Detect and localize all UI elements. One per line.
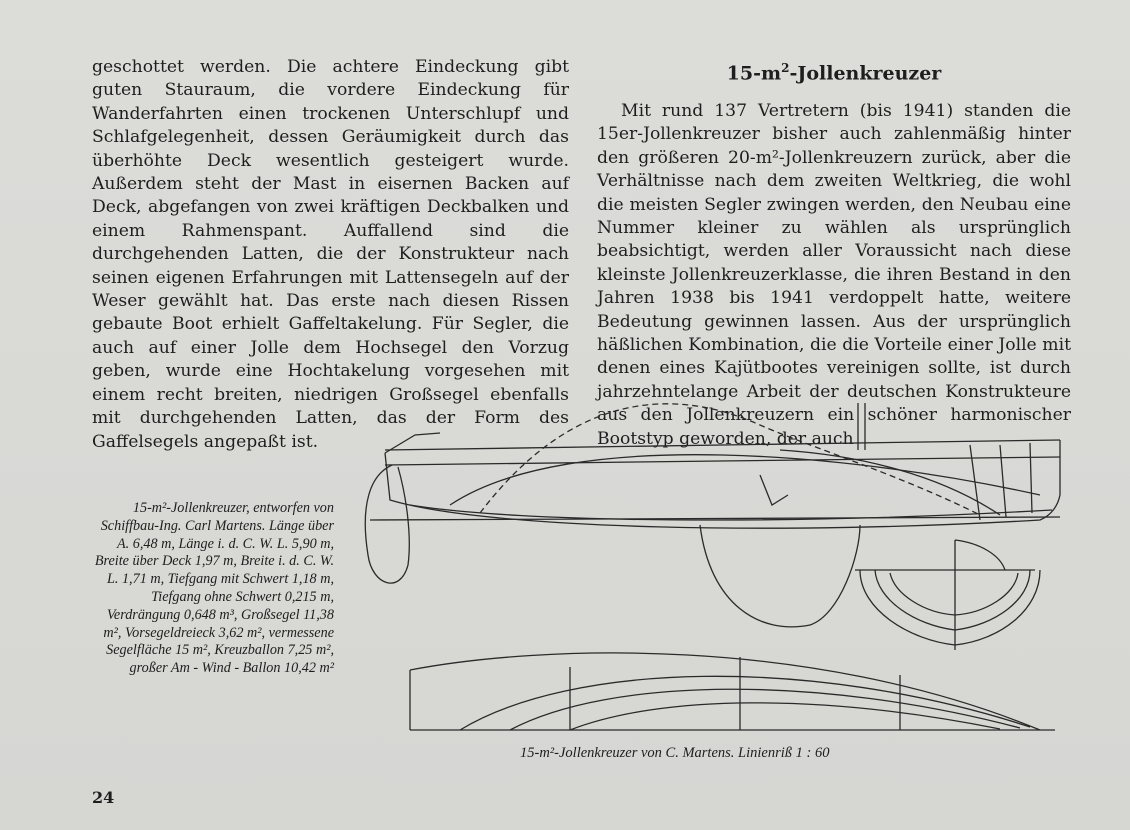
diagonal-line [450, 455, 1040, 505]
sheer-line [385, 440, 1060, 450]
figure-caption-bottom: 15-m²-Jollenkreuzer von C. Martens. Linienriß 1 : 60 [520, 745, 830, 761]
heading-superscript: 2 [781, 61, 790, 75]
bodyplan-section [955, 540, 1005, 570]
halfbreadth-outline [410, 653, 1040, 730]
station-line [1030, 443, 1032, 513]
lines-plan-svg [340, 395, 1080, 745]
bodyplan-section [875, 570, 1030, 630]
deck-line [385, 457, 1060, 465]
heading-pre: 15-m [726, 62, 782, 85]
lines-plan-drawing [340, 395, 1080, 745]
heading-post: -Jollenkreuzer [789, 62, 942, 85]
page-number: 24 [92, 788, 115, 807]
right-paragraph: Mit rund 137 Vertretern (bis 1941) standen die 15er-Jollenkreuzer bisher auch zahlenmäßig hinter den größeren 20-m²-Jollenkreuzern zurück, aber die Verhältnisse nach dem zweiten Weltkrieg, die wohl die meisten Segler zwingen werden, den Neubau eine Nummer kleiner zu wählen als ursprünglich beabsichtigt, werden aller Voraussicht nach diese kleinste Jollenkreuzerklasse, die ihren Bestand in den Jahren 1938 bis 1941 verdoppelt hatte, weitere Bedeutung gewinnen lassen. Aus der ursprünglich häßlichen Kombination, die die Vorteile einer Jolle mit denen eines Kajütbootes vereinigen sollte, ist durch jahrzehntelange Arbeit der deutschen Konstrukteure aus den Jollenkreuzern ein schöner harmonischer Bootstyp geworden, der auch [597, 101, 1071, 449]
vane-mark [760, 475, 788, 505]
rudder-outline [365, 465, 409, 583]
centreboard-outline [700, 525, 860, 627]
figure-caption-left: 15-m²-Jollenkreuzer, entworfen von Schiffbau-Ing. Carl Martens. Länge über A. 6,48 m, Länge i. d. C. W. L. 5,90 m, Breite über Deck 1,97 m, Breite i. d. C. W. L. 1,71 m, Tiefgang mit Schwert 1,18 m, Tiefgang ohne Schwert 0,215 m, Verdrängung 0,648 m³, Großsegel 11,38 m², Vorsegeldreieck 3,62 m², vermessene Segelfläche 15 m², Kreuzballon 7,25 m², großer Am - Wind - Ballon 10,42 m² [94, 500, 334, 677]
bodyplan-section [860, 570, 1040, 645]
station-line [1000, 445, 1006, 517]
halfbreadth-waterline [570, 703, 1000, 730]
section-heading [597, 56, 1071, 85]
left-paragraph: geschottet werden. Die achtere Eindeckung gibt guten Stauraum, die vordere Eindeckung für Wanderfahrten einen trockenen Unterschlupf und Schlafgelegenheit, dessen Geräumigkeit durch das überhöhte Deck wesentlich gesteigert wurde. Außerdem steht der Mast in eisernen Backen auf Deck, abgefangen von zwei kräftigen Deckbalken und einem Rahmenspant. Auffallend sind die durchgehenden Latten, die der Konstrukteur nach seinen eigenen Erfahrungen mit Lattensegeln auf der Weser gewählt hat. Das erste nach diesen Rissen gebaute Boot erhielt Gaffeltakelung. Für Segler, die auch auf einer Jolle dem Hochsegel den Vorzug geben, wurde eine Hochtakelung vorgesehen mit einem recht breiten, niedrigen Großsegel ebenfalls mit durchgehenden Latten, das der Form des Gaffelsegels angepaßt ist. [92, 57, 569, 452]
bodyplan-section [890, 573, 1018, 615]
